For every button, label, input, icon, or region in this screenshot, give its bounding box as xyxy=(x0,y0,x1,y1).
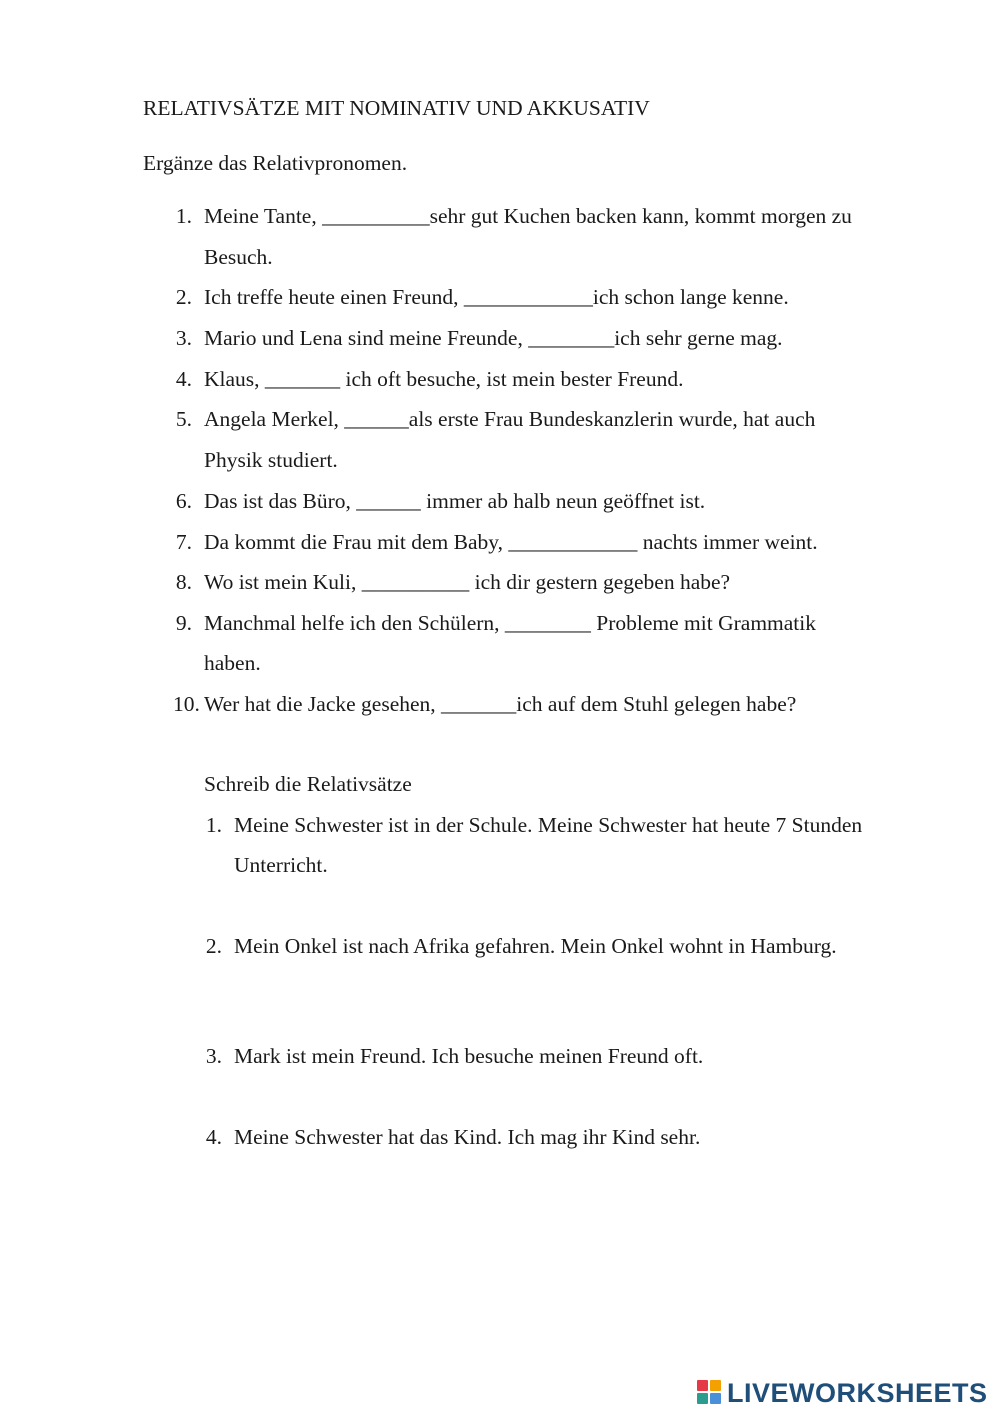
list-item-number: 1. xyxy=(205,813,222,837)
cube-tile xyxy=(697,1393,708,1404)
liveworksheets-cube-icon xyxy=(697,1380,723,1406)
logo-text: LIVEWORKSHEETS xyxy=(727,1377,988,1408)
liveworksheets-logo xyxy=(697,1376,988,1410)
list-item-number: 1. xyxy=(175,204,192,228)
list-item: Manchmal helfe ich den Schülern, ________ Probleme mit Grammatik xyxy=(204,611,817,635)
list-item: Meine Tante, __________sehr gut Kuchen backen kann, kommt morgen zu xyxy=(204,204,852,228)
list-item: Angela Merkel, ______als erste Frau Bundeskanzlerin wurde, hat auch xyxy=(204,407,816,431)
list-item-number: 2. xyxy=(175,285,192,309)
list-item-number: 10. xyxy=(173,692,200,716)
list-item: Mario und Lena sind meine Freunde, ________ich sehr gerne mag. xyxy=(204,326,783,350)
list-item-number: 4. xyxy=(175,367,192,391)
list-item-number: 5. xyxy=(175,407,192,431)
list-item-continuation: Unterricht. xyxy=(234,853,328,877)
list-item: Wer hat die Jacke gesehen, _______ich auf dem Stuhl gelegen habe? xyxy=(204,692,797,716)
list-item: Mark ist mein Freund. Ich besuche meinen Freund oft. xyxy=(234,1044,704,1068)
list-item-number: 3. xyxy=(175,326,192,350)
list-item: Mein Onkel ist nach Afrika gefahren. Mein Onkel wohnt in Hamburg. xyxy=(234,934,837,958)
list-item: Ich treffe heute einen Freund, ____________ich schon lange kenne. xyxy=(204,285,789,309)
worksheet-title: RELATIVSÄTZE MIT NOMINATIV UND AKKUSATIV xyxy=(143,96,650,120)
list-item: Da kommt die Frau mit dem Baby, ____________ nachts immer weint. xyxy=(204,530,818,554)
list-item: Klaus, _______ ich oft besuche, ist mein bester Freund. xyxy=(204,367,684,391)
list-item: Meine Schwester hat das Kind. Ich mag ihr Kind sehr. xyxy=(234,1125,701,1149)
list-item-number: 8. xyxy=(175,570,192,594)
list-item-continuation: haben. xyxy=(204,651,261,675)
list-item-number: 7. xyxy=(175,530,192,554)
list-item-number: 4. xyxy=(205,1125,222,1149)
cube-tile xyxy=(697,1380,708,1391)
list-item-number: 6. xyxy=(175,489,192,513)
section-2-heading: Schreib die Relativsätze xyxy=(204,772,412,796)
instruction-text: Ergänze das Relativpronomen. xyxy=(143,151,408,175)
list-item-continuation: Physik studiert. xyxy=(204,448,338,472)
list-item-number: 9. xyxy=(175,611,192,635)
list-item-number: 2. xyxy=(205,934,222,958)
cube-tile xyxy=(710,1380,721,1391)
list-item: Das ist das Büro, ______ immer ab halb neun geöffnet ist. xyxy=(204,489,706,513)
list-item: Wo ist mein Kuli, __________ ich dir gestern gegeben habe? xyxy=(204,570,731,594)
list-item-number: 3. xyxy=(205,1044,222,1068)
cube-tile xyxy=(710,1393,721,1404)
list-item-continuation: Besuch. xyxy=(204,245,273,269)
list-item: Meine Schwester ist in der Schule. Meine Schwester hat heute 7 Stunden xyxy=(234,813,863,837)
